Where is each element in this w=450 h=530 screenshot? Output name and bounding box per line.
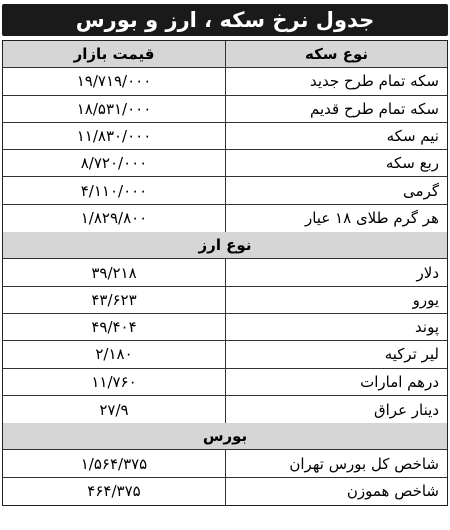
coins-header-name: نوع سکه: [225, 41, 447, 67]
coin-value: ۱/۸۲۹/۸۰۰: [80, 209, 148, 228]
currency-value: ۴۹/۴۰۴: [91, 318, 137, 337]
bourse-value: ۴۶۴/۳۷۵: [87, 482, 141, 501]
currency-row: [3, 341, 447, 368]
currency-name: پوند: [225, 314, 447, 340]
bourse-value: ۱/۵۶۴/۳۷۵: [80, 454, 148, 473]
currency-name: لیر ترکیه: [225, 341, 447, 367]
currency-row: [3, 396, 447, 423]
currency-row: [3, 369, 447, 396]
coin-row: [3, 177, 447, 204]
coins-header-row: [3, 41, 447, 68]
page-title: جدول نرخ سکه ، ارز و بورس: [2, 4, 448, 36]
rates-table: [2, 40, 448, 506]
currency-name: درهم امارات: [225, 369, 447, 395]
coin-name: هر گرم طلای ۱۸ عیار: [225, 205, 447, 232]
coin-name: نیم سکه: [225, 123, 447, 149]
bourse-name: شاخص هموزن: [225, 478, 447, 505]
coin-value: ۴/۱۱۰/۰۰۰: [80, 181, 148, 200]
currency-value: ۳۹/۲۱۸: [91, 263, 137, 282]
coin-row: [3, 205, 447, 232]
coin-name: گرمی: [225, 177, 447, 203]
bourse-name: شاخص کل بورس تهران: [225, 450, 447, 476]
currency-row: [3, 287, 447, 314]
currency-row: [3, 259, 447, 286]
coin-value: ۱۹/۷۱۹/۰۰۰: [76, 72, 152, 91]
coin-row: [3, 96, 447, 123]
coin-value: ۸/۷۲۰/۰۰۰: [80, 154, 148, 173]
currency-name: یورو: [225, 287, 447, 313]
currency-rows: [3, 259, 447, 423]
currency-section-header: نوع ارز: [3, 232, 447, 259]
bourse-row: [3, 450, 447, 477]
currency-value: ۲۷/۹: [99, 400, 129, 419]
coin-value: ۱۸/۵۳۱/۰۰۰: [76, 99, 152, 118]
coin-name: ربع سکه: [225, 150, 447, 176]
currency-row: [3, 314, 447, 341]
currency-value: ۲/۱۸۰: [95, 345, 133, 364]
currency-name: دلار: [225, 259, 447, 285]
bourse-section-header: بورس: [3, 423, 447, 450]
coin-row: [3, 150, 447, 177]
coins-rows: [3, 68, 447, 232]
coin-row: [3, 123, 447, 150]
bourse-row: [3, 478, 447, 505]
currency-name: دینار عراق: [225, 396, 447, 423]
bourse-rows: [3, 450, 447, 505]
currency-value: ۴۳/۶۲۳: [91, 290, 137, 309]
coin-name: سکه تمام طرح جدید: [225, 68, 447, 94]
currency-value: ۱۱/۷۶۰: [91, 372, 137, 391]
coin-value: ۱۱/۸۳۰/۰۰۰: [76, 127, 152, 146]
coin-row: [3, 68, 447, 95]
coins-header-value: قیمت بازار: [73, 45, 155, 64]
coin-name: سکه تمام طرح قدیم: [225, 96, 447, 122]
